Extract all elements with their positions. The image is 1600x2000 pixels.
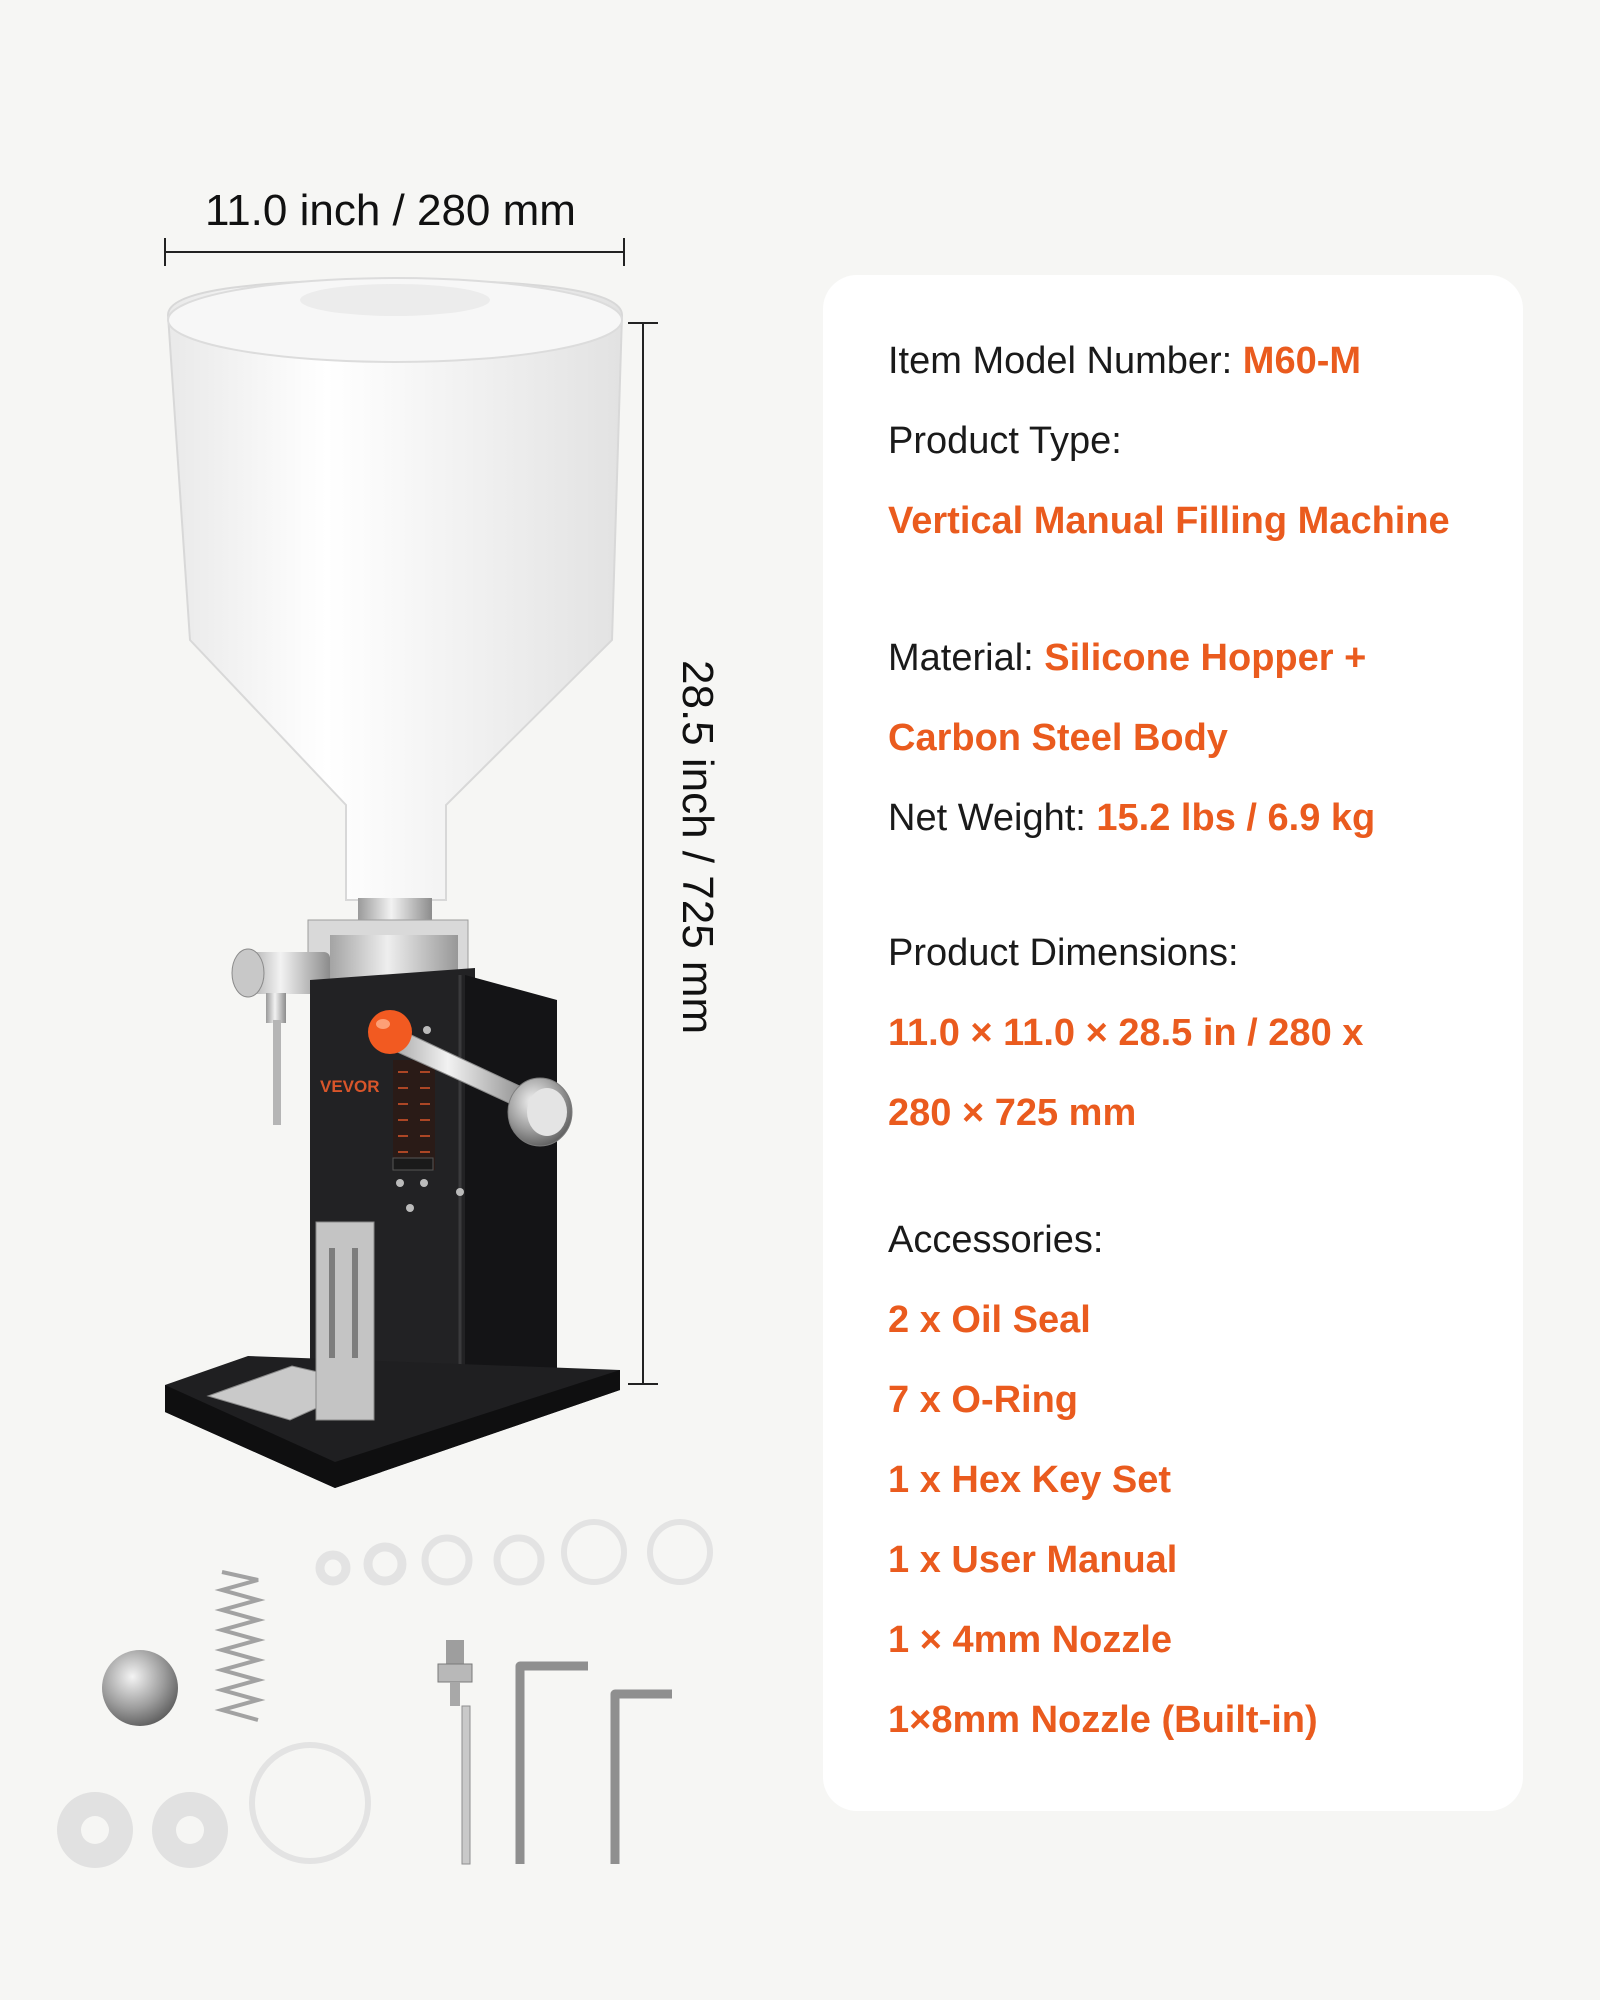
- height-dimension-line: [628, 323, 658, 1384]
- material-row: [888, 635, 1366, 681]
- spec-card: [823, 275, 1523, 1811]
- material-value-2: Carbon Steel Body: [888, 717, 1228, 759]
- type-label: Product Type:: [888, 420, 1122, 462]
- model-value: M60-M: [1242, 340, 1362, 382]
- hopper: [168, 278, 622, 900]
- accessory-item: 2 x Oil Seal: [888, 1299, 1091, 1341]
- material-label: Material:: [888, 637, 1034, 679]
- width-dimension-label: 11.0 inch / 280 mm: [205, 186, 576, 235]
- type-value: Vertical Manual Filling Machine: [888, 500, 1450, 542]
- accessory-oil-seals: [57, 1792, 228, 1868]
- accessory-item: 7 x O-Ring: [888, 1379, 1079, 1421]
- weight-row: [888, 795, 1375, 841]
- height-dimension-label: 28.5 inch / 725 mm: [673, 660, 722, 1035]
- handle-knob[interactable]: [368, 1010, 412, 1054]
- accessories-label: Accessories:: [888, 1219, 1104, 1261]
- model-label: Item Model Number:: [888, 340, 1233, 382]
- accessory-item: 1×8mm Nozzle (Built-in): [888, 1699, 1318, 1741]
- brand-logo: VEVOR: [320, 1077, 380, 1096]
- accessory-nozzle: [438, 1640, 472, 1864]
- accessory-cap: [102, 1650, 178, 1726]
- accessory-item: 1 × 4mm Nozzle: [888, 1619, 1173, 1661]
- accessory-hex-keys: [520, 1666, 672, 1864]
- accessory-item: 1 x User Manual: [888, 1539, 1178, 1581]
- width-dimension-line: [165, 238, 624, 266]
- dimensions-label: Product Dimensions:: [888, 932, 1239, 974]
- dimensions-value-2: 280 × 725 mm: [888, 1092, 1137, 1134]
- dimensions-value-1: 11.0 × 11.0 × 28.5 in / 280 x: [888, 1012, 1364, 1054]
- weight-value: 15.2 lbs / 6.9 kg: [1096, 797, 1376, 839]
- accessory-spring: [222, 1572, 258, 1720]
- model-row: [888, 338, 1361, 384]
- weight-label: Net Weight:: [888, 797, 1086, 839]
- material-value-1: Silicone Hopper +: [1044, 637, 1367, 679]
- accessory-item: 1 x Hex Key Set: [888, 1459, 1172, 1501]
